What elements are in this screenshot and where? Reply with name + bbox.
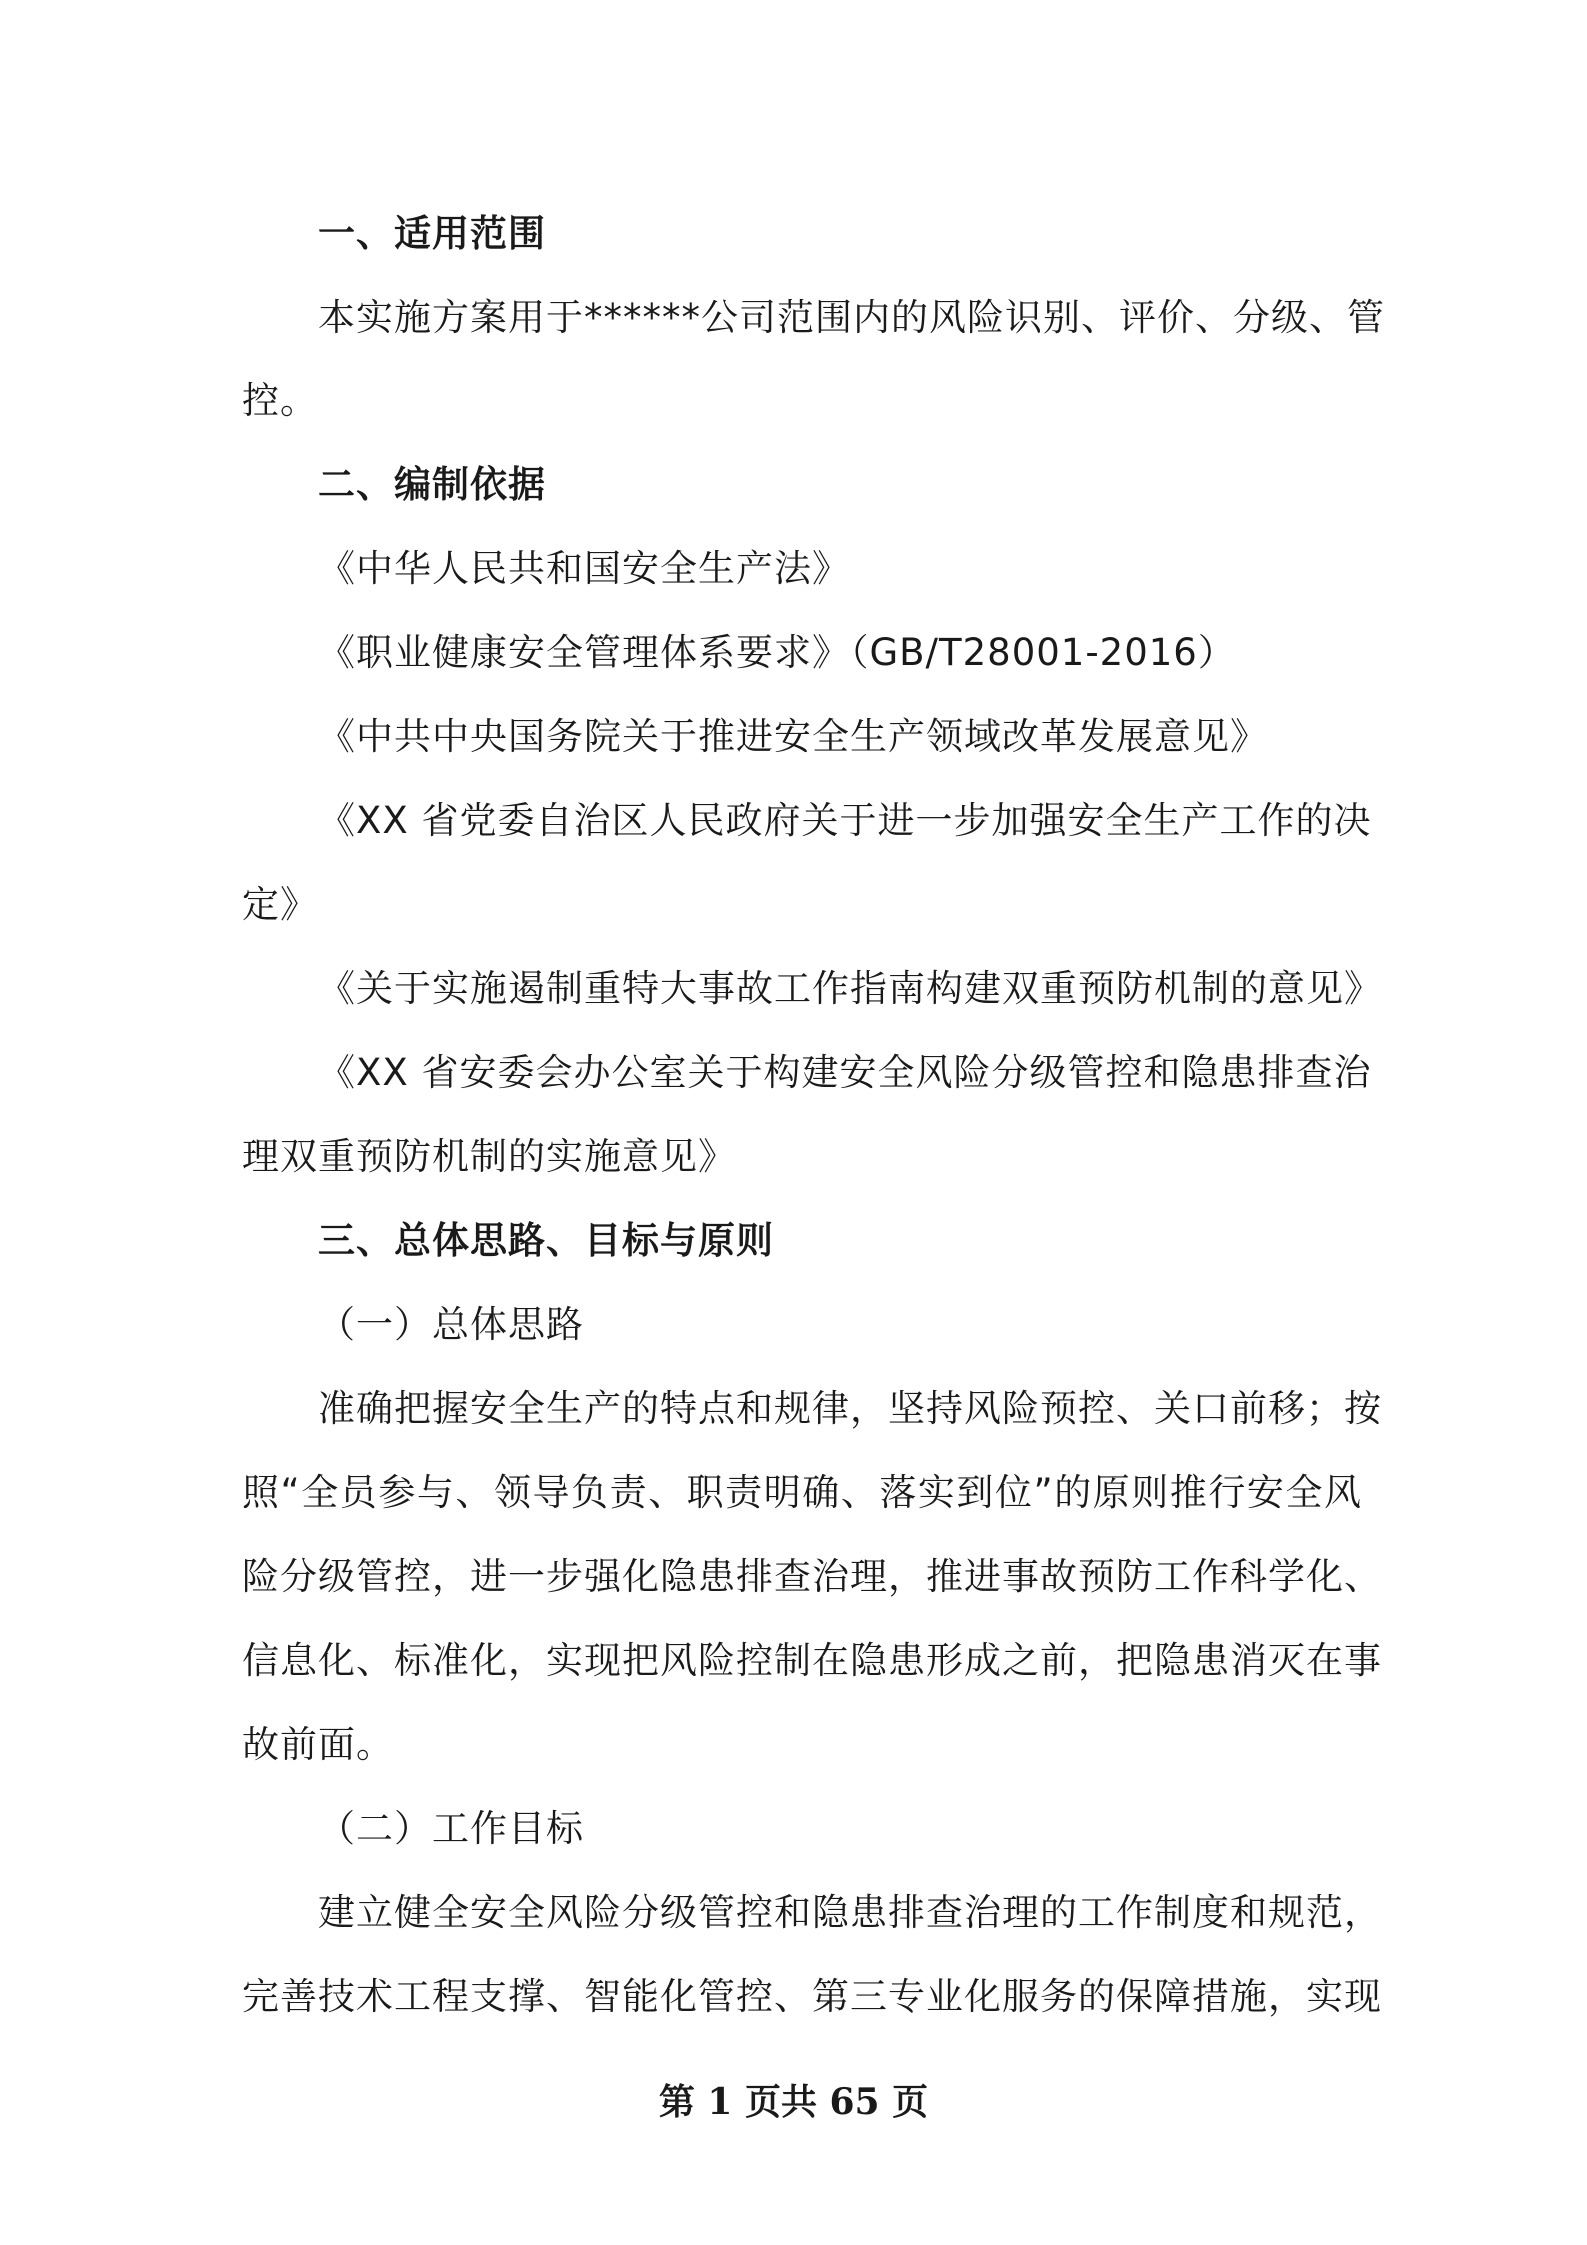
reference-item-continued: 理双重预防机制的实施意见》	[242, 1135, 736, 1178]
reference-item: 《XX 省党委自治区人民政府关于进一步加强安全生产工作的决	[318, 799, 1372, 842]
reference-item-continued: 定》	[242, 883, 318, 926]
paragraph-line: 准确把握安全生产的特点和规律，坚持风险预控、关口前移；按	[318, 1387, 1382, 1430]
section-heading-basis: 二、编制依据	[318, 463, 546, 506]
paragraph-line: 照“全员参与、领导负责、职责明确、落实到位”的原则推行安全风	[242, 1471, 1362, 1514]
paragraph-line: 建立健全安全风险分级管控和隐患排查治理的工作制度和规范，	[318, 1891, 1382, 1934]
reference-item: 《职业健康安全管理体系要求》（GB/T28001-2016）	[318, 631, 1236, 674]
subsection-heading: （二）工作目标	[318, 1807, 584, 1850]
reference-item: 《中共中央国务院关于推进安全生产领域改革发展意见》	[318, 715, 1268, 758]
subsection-heading: （一）总体思路	[318, 1303, 584, 1346]
section-heading-approach: 三、总体思路、目标与原则	[318, 1219, 774, 1262]
paragraph-line: 信息化、标准化，实现把风险控制在隐患形成之前，把隐患消灭在事	[242, 1639, 1382, 1682]
paragraph-line: 故前面。	[242, 1723, 394, 1766]
paragraph-line: 本实施方案用于******公司范围内的风险识别、评价、分级、管	[318, 296, 1385, 339]
paragraph-line: 险分级管控，进一步强化隐患排查治理，推进事故预防工作科学化、	[242, 1555, 1382, 1598]
page-number-footer: 第 1 页共 65 页	[658, 2081, 929, 2123]
paragraph-line: 完善技术工程支撑、智能化管控、第三专业化服务的保障措施，实现	[242, 1975, 1382, 2018]
paragraph-line: 控。	[242, 379, 318, 422]
reference-item: 《关于实施遏制重特大事故工作指南构建双重预防机制的意见》	[318, 967, 1382, 1010]
reference-item: 《中华人民共和国安全生产法》	[318, 547, 850, 590]
reference-item: 《XX 省安委会办公室关于构建安全风险分级管控和隐患排查治	[318, 1051, 1372, 1094]
section-heading-scope: 一、适用范围	[318, 212, 546, 255]
